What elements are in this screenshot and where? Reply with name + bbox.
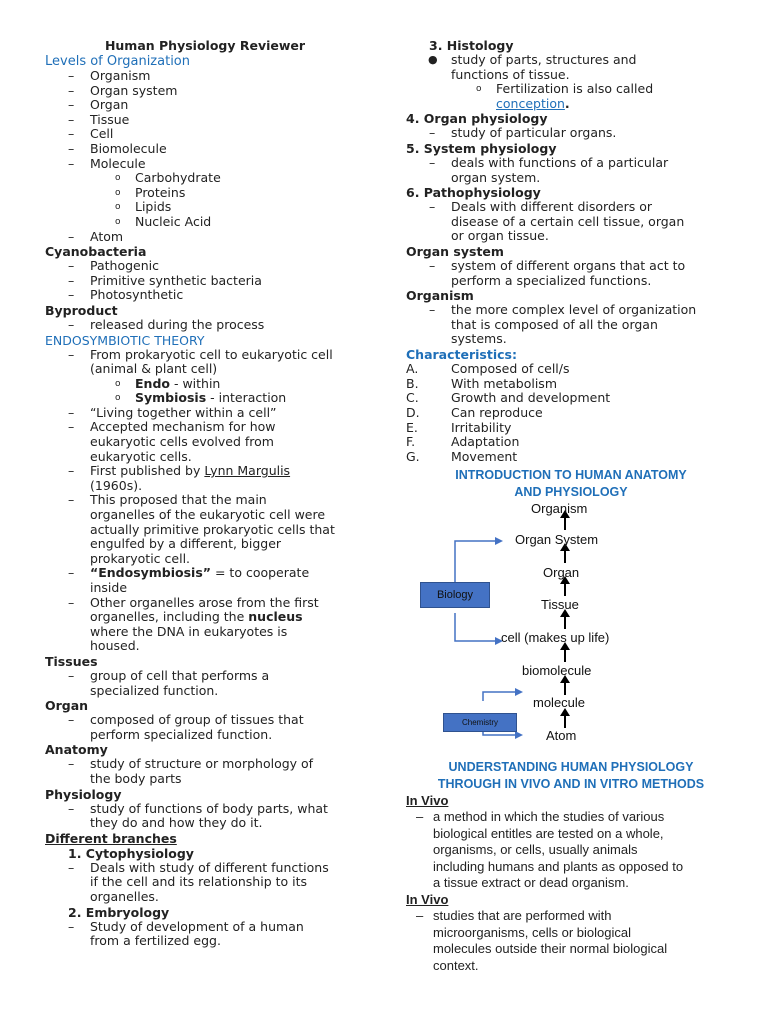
tissues-heading: Tissues: [45, 653, 98, 669]
list-item: – Pathogenic: [68, 258, 160, 274]
branch-title: 4. Organ physiology: [406, 111, 548, 127]
lynn-margulis: Lynn Margulis: [204, 463, 291, 479]
list-item: – “Living together within a cell”: [68, 404, 277, 420]
list-item: – From prokaryotic cell to eukaryotic cell (animal & plant cell): [68, 346, 333, 377]
in-vivo-heading-2: In Vivo: [406, 891, 449, 907]
list-item: – Organ: [68, 97, 129, 113]
list-item: – released during the process: [68, 316, 265, 332]
cyano-heading: Cyanobacteria: [45, 244, 147, 260]
list-item: – Organ system: [68, 82, 178, 98]
list-item: C. Growth and development: [406, 390, 611, 406]
list-item: – a method in which the studies of various biological entitles are tested on a whole, organisms, or cells, usually animals including humans and plants as opposed to a tissue extract or dead organism.: [416, 809, 684, 891]
organ-system-heading: Organ system: [406, 243, 504, 259]
list-item: – Organism: [68, 68, 151, 83]
sub-list-item: o Proteins: [115, 184, 186, 200]
physiology-heading: Physiology: [45, 786, 122, 802]
list-item: E. Irritability: [406, 419, 512, 435]
byproduct-heading: Byproduct: [45, 302, 118, 318]
diagram-level: cell (makes up life): [501, 629, 610, 645]
organism-heading: Organism: [406, 288, 474, 304]
list-item: B. With metabolism: [406, 375, 557, 391]
list-item: – This proposed that the main organelles of the eukaryotic cell were actually primitive prokaryotic cells that engulfed by a different, bigger prokaryotic cell.: [68, 492, 335, 566]
list-item: – studies that are performed with microorganisms, cells or biological molecules outside their normal biological context.: [416, 908, 668, 973]
list-item: – study of structure or morphology of the body parts: [68, 756, 314, 786]
list-item: – Tissue: [68, 111, 130, 127]
list-item: – group of cell that performs a specialized function.: [68, 667, 270, 698]
endo-heading: ENDOSYMBIOTIC THEORY: [45, 332, 205, 348]
characteristics-list: [406, 362, 736, 465]
chemistry-box: Chemistry: [443, 713, 517, 732]
list-item: G. Movement: [406, 449, 518, 465]
organ-heading: Organ: [45, 698, 89, 714]
right-column: [406, 0, 736, 974]
list-item: – Atom: [68, 228, 124, 244]
sub-list-item: o Nucleic Acid: [115, 213, 212, 229]
biology-box: Biology: [420, 582, 490, 608]
list-item: – system of different organs that act to perform a specialized functions.: [429, 257, 686, 288]
characteristics-heading: Characteristics:: [406, 346, 517, 362]
list-item: ● study of parts, structures and functions of tissue.: [428, 52, 637, 82]
list-item: D. Can reproduce: [406, 405, 543, 421]
diagram-level: Organism: [531, 500, 588, 516]
list-item: – Study of development of a human from a fertilized egg.: [68, 918, 304, 949]
branch-title: 1. Cytophysiology: [68, 845, 194, 861]
list-item: – Primitive synthetic bacteria: [68, 272, 262, 288]
sub-list-item: o Lipids: [115, 199, 172, 215]
sub-list-item: o Carbohydrate: [115, 170, 221, 186]
understanding-title: UNDERSTANDING HUMAN PHYSIOLOGY THROUGH IN VIVO AND IN VITRO METHODS: [437, 759, 705, 791]
diagram-level: Organ System: [515, 531, 599, 547]
branch-title: 5. System physiology: [406, 140, 557, 156]
list-item: – study of functions of body parts, what they do and how they do it.: [68, 800, 328, 831]
list-item: – Photosynthetic: [68, 287, 184, 303]
list-item: – First published by Lynn Margulis (1960s).: [68, 463, 291, 493]
anatomy-heading: Anatomy: [45, 742, 108, 758]
diagram-level: molecule: [533, 694, 586, 710]
list-item: – Biomolecule: [68, 140, 167, 156]
branches-heading: Different branches: [45, 830, 177, 846]
organization-diagram: [406, 501, 736, 741]
diagram-level: Atom: [546, 727, 577, 743]
sub-list-item: o Fertilization is also called conception.: [476, 81, 654, 111]
diagram-level: Tissue: [541, 596, 579, 612]
conception-link[interactable]: conception: [496, 95, 565, 111]
document-title: Human Physiology Reviewer: [104, 38, 306, 53]
list-item: – the more complex level of organization that is composed of all the organ systems.: [429, 302, 697, 347]
list-item: – “Endosymbiosis” = to cooperate inside: [68, 565, 310, 595]
list-item: – Cell: [68, 126, 114, 142]
levels-list: [45, 69, 380, 244]
list-item: – Deals with different disorders or disease of a certain cell tissue, organ or organ tissue.: [429, 199, 685, 244]
list-item: – Accepted mechanism for how eukaryotic cells evolved from eukaryotic cells.: [68, 419, 276, 464]
branch-title: 6. Pathophysiology: [406, 185, 541, 201]
diagram-level: Organ: [543, 564, 580, 580]
list-item: – deals with functions of a particular organ system.: [429, 154, 669, 185]
sub-list-item: o Endo - within: [115, 375, 221, 391]
diagram-level: biomolecule: [522, 662, 592, 678]
left-column: [45, 0, 380, 949]
branch-title: 2. Embryology: [68, 904, 170, 920]
levels-heading: Levels of Organization: [45, 54, 190, 69]
list-item: – study of particular organs.: [429, 125, 617, 141]
list-item: – composed of group of tissues that perform specialized function.: [68, 712, 304, 742]
list-item: F. Adaptation: [406, 434, 520, 450]
list-item: – Deals with study of different functions if the cell and its relationship to its organelles.: [68, 859, 329, 904]
list-item: – Other organelles arose from the first organelles, including the nucleus where the DNA in eukaryotes is housed.: [68, 594, 319, 654]
intro-title: INTRODUCTION TO HUMAN ANATOMY AND PHYSIOLOGY: [455, 467, 687, 499]
list-item: – Molecule: [68, 155, 146, 171]
list-item: A. Composed of cell/s: [406, 360, 570, 376]
sub-list-item: o Symbiosis - interaction: [115, 390, 287, 406]
in-vivo-heading: In Vivo: [406, 792, 449, 808]
branch-title: 3. Histology: [429, 38, 514, 53]
